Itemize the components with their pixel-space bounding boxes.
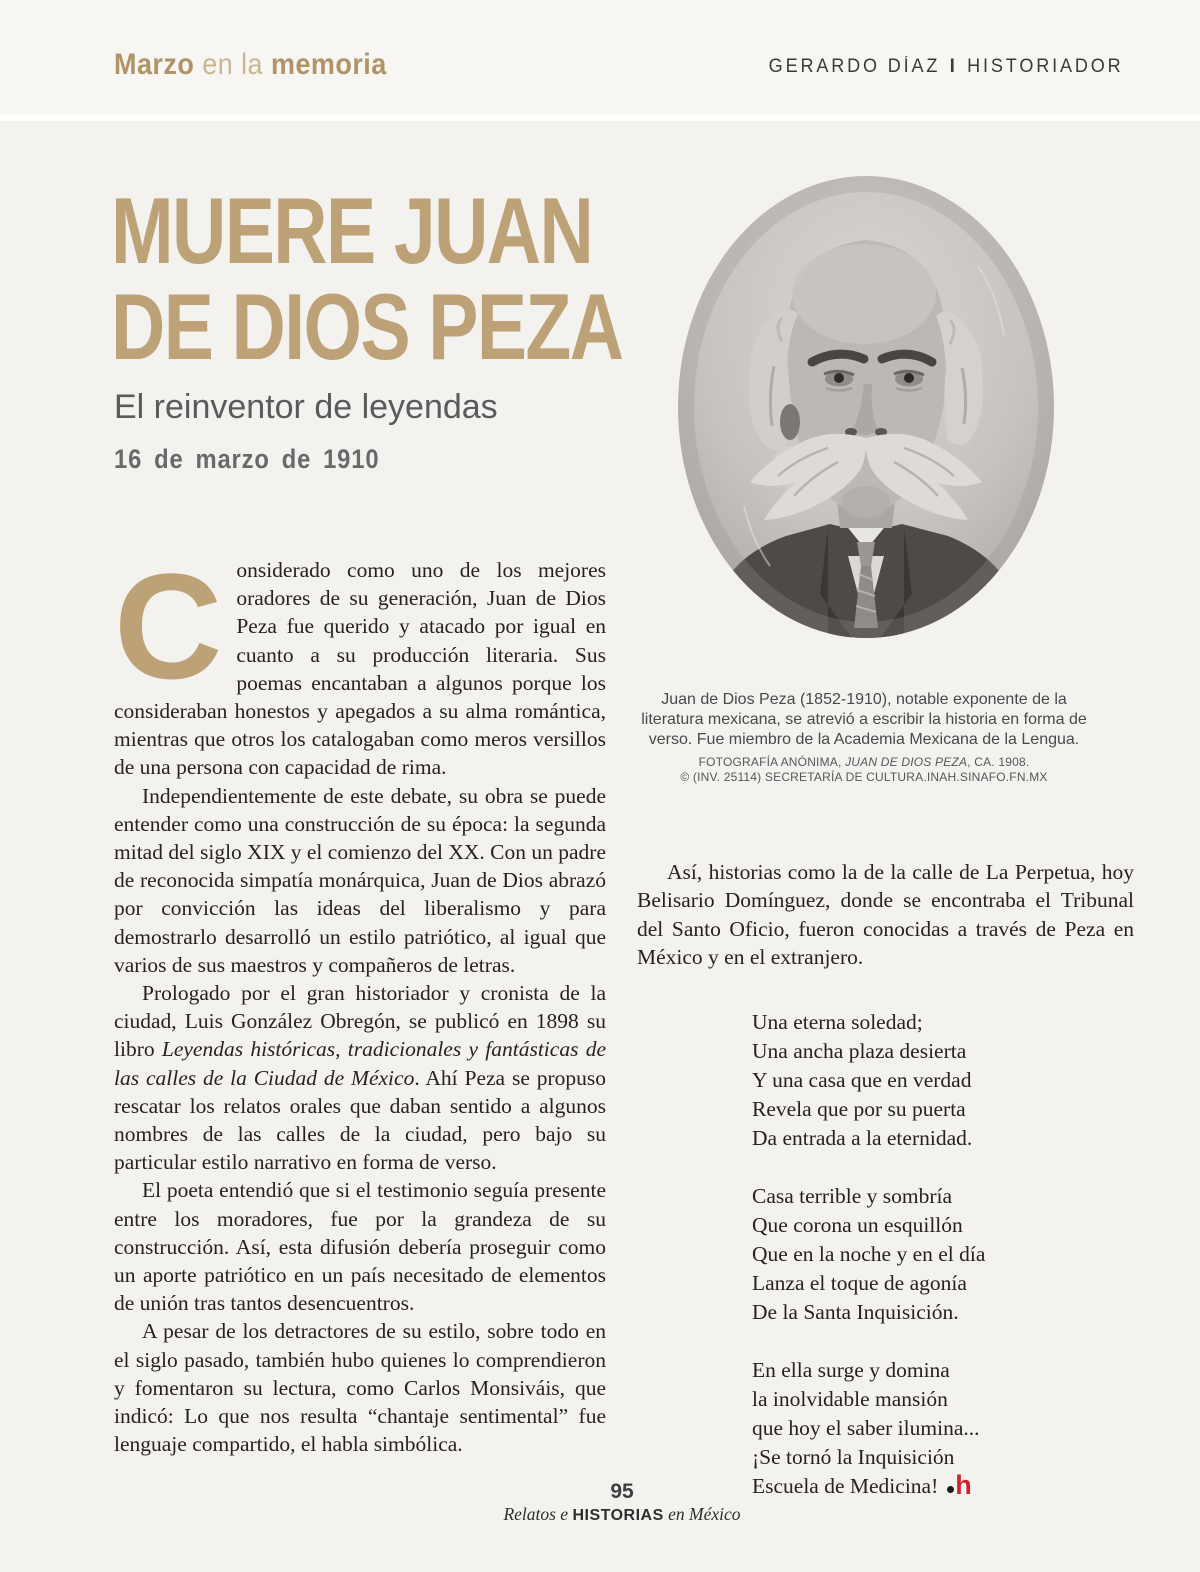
poem-line: De la Santa Inquisición.: [752, 1300, 959, 1324]
page-number: 95: [610, 1480, 634, 1503]
author-name: GERARDO DÍAZ: [769, 56, 941, 77]
paragraph-4: El poeta entendió que si el testimonio seguía presente entre los moradores, fue por la grandeza de su construcción. Así, esta difusión debería proseguir como un aporte patriótico en un país necesitado de elementos de unión tras tantos desencuentros.: [114, 1178, 606, 1316]
poem-stanza-3: [752, 1356, 1152, 1501]
poem-stanza-1: [752, 1008, 1152, 1153]
photo-credit-line2: © (INV. 25114) SECRETARÍA DE CULTURA.INAH.SINAFO.FN.MX: [680, 770, 1048, 784]
end-mark-letter: h: [955, 1470, 972, 1500]
poem-line: ¡Se tornó la Inquisición: [752, 1445, 955, 1469]
paragraph-3: [114, 979, 606, 1176]
section-word-month: Marzo: [114, 48, 195, 81]
header-divider: [0, 114, 1200, 121]
photo-caption-block: [634, 690, 1094, 785]
magazine-name: [115, 1503, 1129, 1527]
poem-block: [752, 1008, 1152, 1530]
credit-post: , CA. 1908.: [967, 755, 1030, 769]
article-title: [111, 178, 623, 379]
poem-line: Revela que por su puerta: [752, 1097, 966, 1121]
section-word-memory: memoria: [270, 48, 387, 81]
poem-line: Y una casa que en verdad: [752, 1068, 972, 1092]
body-column-right: [637, 858, 1134, 972]
paragraph-1-text: onsiderado como uno de los mejores oradores de su generación, Juan de Dios Peza fue querido y atacado por igual en cuanto a su producción literaria. Sus poemas encantaban a algunos porque los consideraban honestos y apegados a su alma romántica, mientras que otros los catalogaban como meros versillos de una persona con capacidad de rima.: [114, 558, 606, 780]
article-title-line2: DE DIOS PEZA: [111, 274, 623, 379]
poem-line: Escuela de Medicina!: [752, 1474, 939, 1498]
paragraph-6: Así, historias como la de la calle de La Perpetua, hoy Belisario Domínguez, donde se encontraba el Tribunal del Santo Oficio, fueron conocidas a través de Peza en México y en el extranjero.: [637, 860, 1134, 970]
paragraph-1: [114, 542, 606, 782]
poem-line: En ella surge y domina: [752, 1358, 950, 1382]
poem-line: que hoy el saber ilumina...: [752, 1416, 980, 1440]
article-subtitle: El reinventor de leyendas: [114, 388, 498, 426]
poem-line: Da entrada a la eternidad.: [752, 1126, 973, 1150]
photo-caption: Juan de Dios Peza (1852-1910), notable exponente de la literatura mexicana, se atrevió a escribir la historia en forma de verso. Fue miembro de la Academia Mexicana de la Lengua.: [641, 691, 1087, 748]
magazine-name-post: en México: [663, 1504, 741, 1524]
body-column-left: [114, 542, 607, 1459]
paragraph-3-post: . Ahí Peza se propuso rescatar los relatos orales que daban sentido a algunos nombres de las calles de la ciudad, pero bajo su particular estilo narrativo en forma de verso.: [114, 1065, 607, 1175]
credit-photo-title: JUAN DE DIOS PEZA: [845, 755, 968, 769]
magazine-name-bold: HISTORIAS: [572, 1507, 664, 1524]
page-footer: [115, 1481, 1129, 1527]
credit-pre: FOTOGRAFÍA ANÓNIMA,: [698, 755, 846, 769]
poem-line: Una eterna soledad;: [752, 1010, 923, 1034]
byline-separator: I: [950, 56, 959, 77]
poem-line: Lanza el toque de agonía: [752, 1271, 967, 1295]
article-date: 16 de marzo de 1910: [114, 444, 380, 474]
poem-line: la inolvidable mansión: [752, 1387, 948, 1411]
paragraph-5: A pesar de los detractores de su estilo, sobre todo en el siglo pasado, también hubo quienes lo comprendieron y fomentaron su lectura, como Carlos Monsiváis, que indicó: Lo que nos resulta “chantaje sentimental” fue lenguaje compartido, el habla simbólica.: [114, 1319, 606, 1457]
article-title-line1: MUERE JUAN: [111, 178, 593, 283]
poem-stanza-2: [752, 1182, 1152, 1327]
poem-line: Que corona un esquillón: [752, 1213, 963, 1237]
section-connector: en la: [202, 48, 264, 81]
author-role: HISTORIADOR: [967, 56, 1124, 77]
magazine-name-pre: Relatos e: [503, 1504, 573, 1524]
dropcap-letter: C: [114, 542, 223, 710]
poem-line: Una ancha plaza desierta: [752, 1039, 967, 1063]
poem-line: Que en la noche y en el día: [752, 1242, 986, 1266]
photo-credit: [634, 755, 1094, 785]
portrait-photo-illustration: [678, 176, 1054, 638]
poem-line: Casa terrible y sombría: [752, 1184, 953, 1208]
byline: [769, 56, 1124, 78]
book-title: Leyendas históricas, tradicionales y fantásticas de las calles de la Ciudad de México: [114, 1037, 606, 1090]
paragraph-3-pre: Prologado por el gran historiador y cronista de la ciudad, Luis González Obregón, se publicó en 1898 su libro: [114, 981, 606, 1062]
portrait-photo: [678, 176, 1054, 638]
paragraph-2: Independientemente de este debate, su obra se puede entender como una construcción de su época: la segunda mitad del siglo XIX y el comienzo del XX. Con un padre de reconocida simpatía monárquica, Juan de Dios abrazó por convicción las ideas del liberalismo y para demostrarlo desarrolló un estilo patriótico, al igual que varios de sus maestros y compañeros de letras.: [114, 783, 607, 977]
photo-credit-line1: [634, 755, 1094, 770]
section-title: [114, 48, 387, 82]
